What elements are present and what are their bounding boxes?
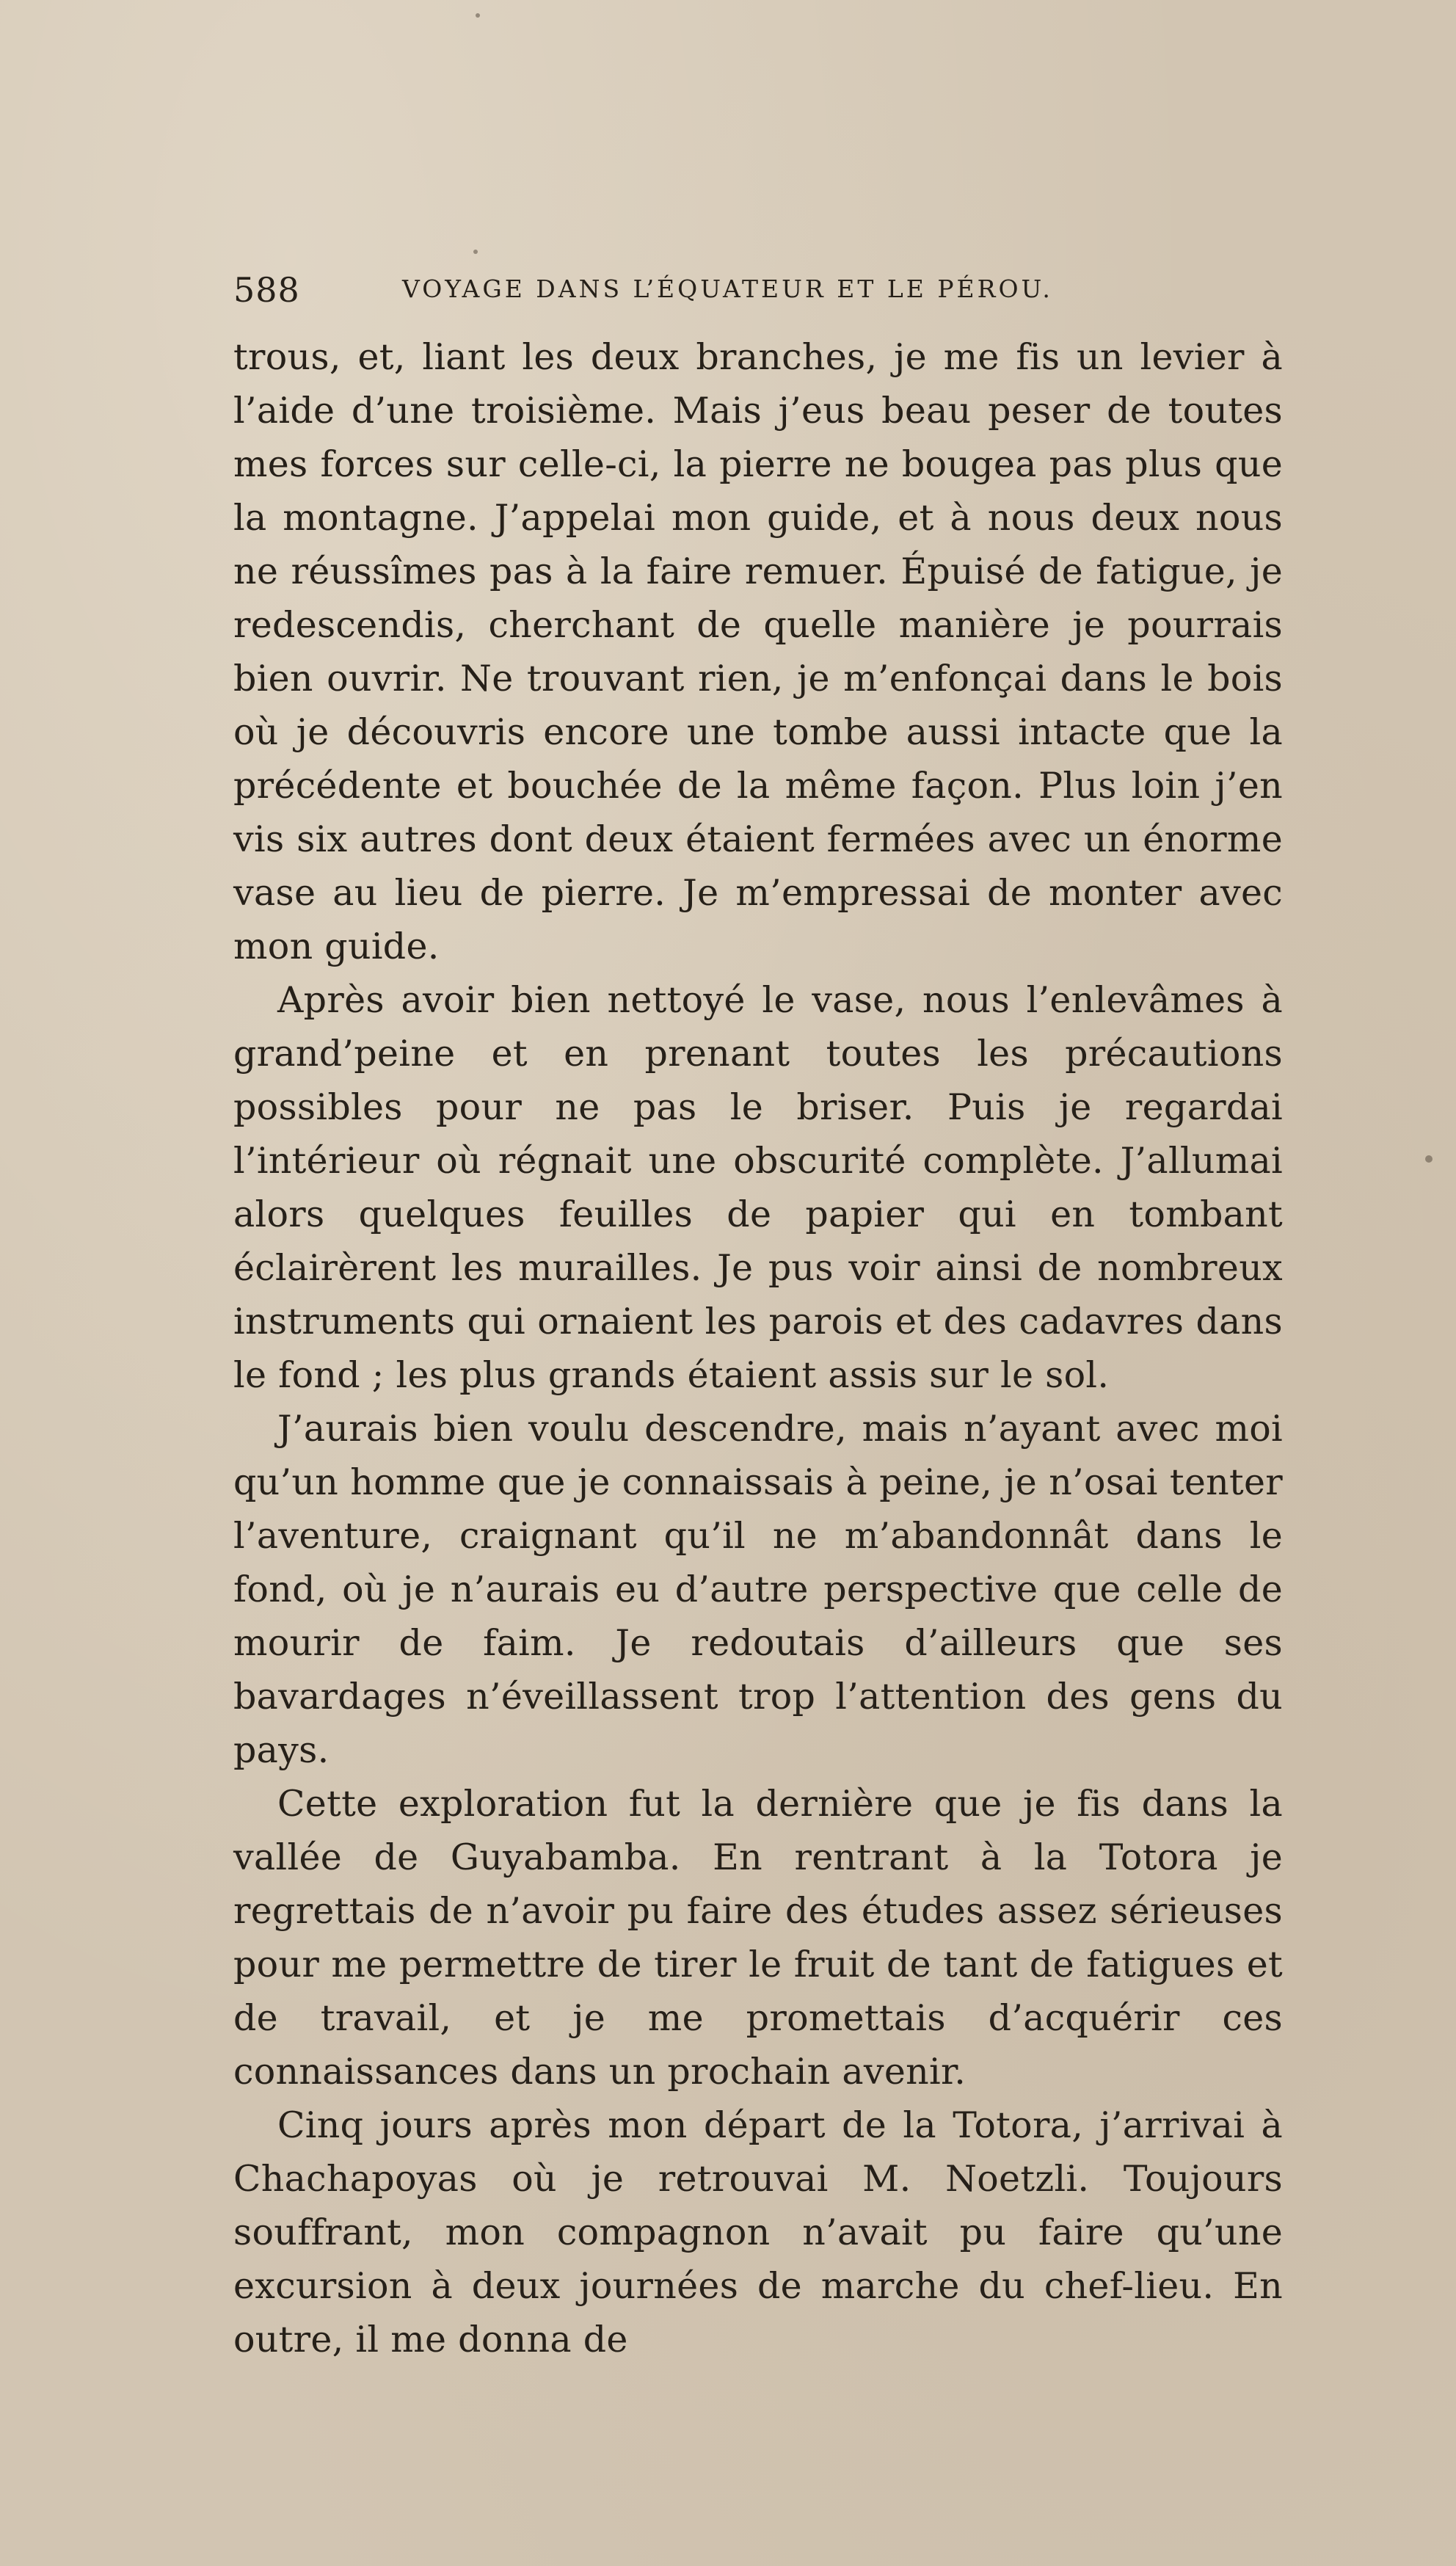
paragraph-3: J’aurais bien voulu descendre, mais n’ayant avec moi qu’un homme que je connaissais à peine, je n’osai tenter l’aventure, craignant qu’il ne m’abandonnât dans le fond, où je n’aurais eu d’autre perspective que celle de mourir de faim. Je redoutais d’ailleurs que ses bavardages n’éveillassent trop l’attention des gens du pays. [233,1408,1283,1771]
paragraph-1: trous, et, liant les deux branches, je me fis un levier à l’aide d’une troisième. Mais j’eus beau peser de toutes mes forces sur celle-ci, la pierre ne bougea pas plus que la montagne. J’appelai mon guide, et à nous deux nous ne réussîmes pas à la faire remuer. Épuisé de fatigue, je redescendis, cherchant de quelle manière je pourrais bien ouvrir. Ne trouvant rien, je m’enfonçai dans le bois où je découvris encore une tombe aussi intacte que la précédente et bouchée de la même façon. Plus loin j’en vis six autres dont deux étaient fermées avec un énorme vase au lieu de pierre. Je m’empressai de monter avec mon guide. [233,336,1283,967]
paragraph-5: Cinq jours après mon départ de la Totora, j’arrivai à Chachapoyas où je retrouvai M. Noetzli. Toujours souffrant, mon compagnon n’avait pu faire qu’une excursion à deux journées de marche du chef-lieu. En outre, il me donna de [233,2104,1283,2360]
paper-speck [473,250,478,254]
paragraph-4: Cette exploration fut la dernière que je fis dans la vallée de Guyabamba. En rentrant à la Totora je regrettais de n’avoir pu faire des études assez sérieuses pour me permettre de tirer le fruit de tant de fatigues et de travail, et je me promettais d’acquérir ces connaissances dans un prochain avenir. [233,1783,1283,2093]
page-number: 588 [233,270,300,310]
running-title: VOYAGE DANS L’ÉQUATEUR ET LE PÉROU. [402,275,1053,303]
running-head [233,270,1275,314]
paper-speck [1425,1155,1433,1163]
paragraph-2: Après avoir bien nettoyé le vase, nous l’enlevâmes à grand’peine et en prenant toutes les précautions possibles pour ne pas le briser. Puis je regardai l’intérieur où régnait une obscurité complète. J’allumai alors quelques feuilles de papier qui en tombant éclairèrent les murailles. Je pus voir ainsi de nombreux instruments qui ornaient les parois et des cadavres dans le fond ; les plus grands étaient assis sur le sol. [233,979,1283,1396]
body-text [233,330,1283,2366]
paper-speck [476,13,480,18]
